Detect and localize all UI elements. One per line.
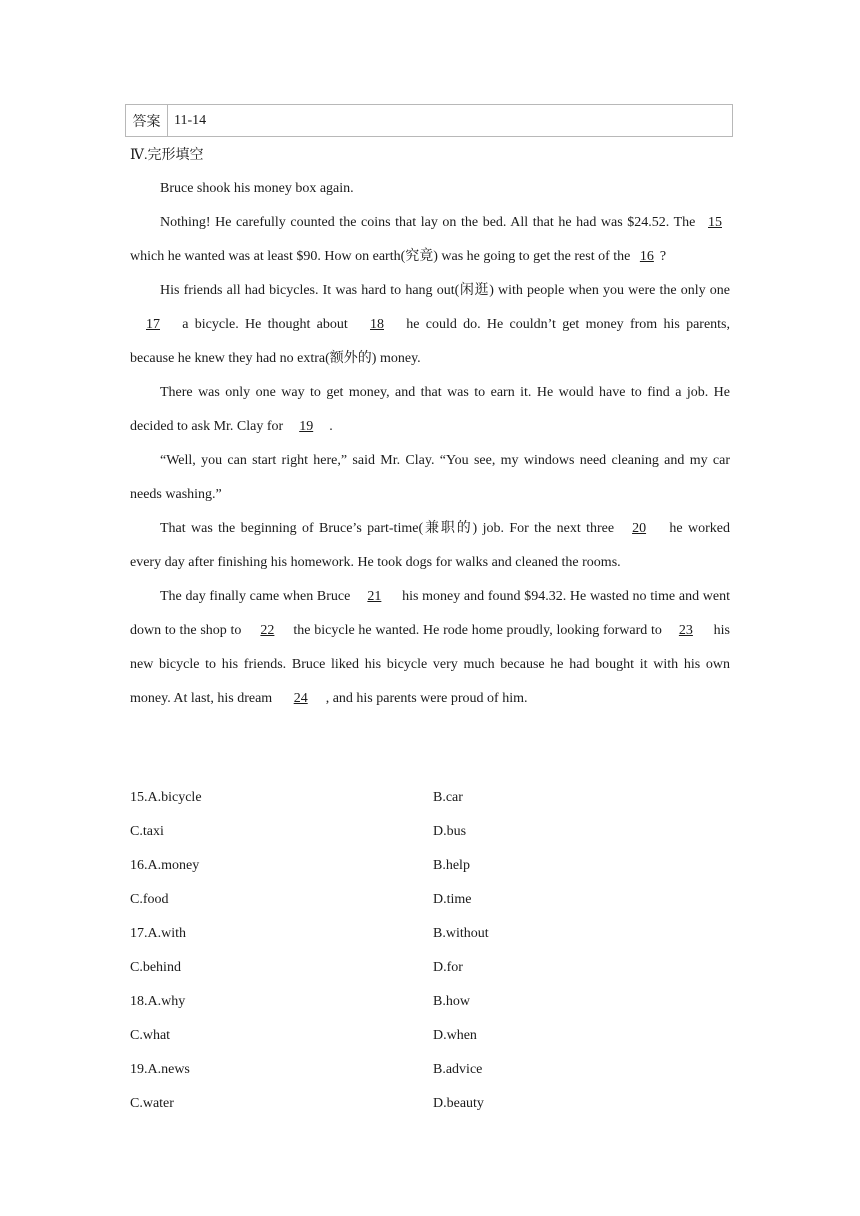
- option-row: [130, 781, 730, 815]
- paragraph-text: he could do. He couldn’t get money from his parents, because he knew they had no extra(额外的) money.: [130, 317, 730, 366]
- option-choice: D.time: [433, 892, 472, 907]
- option-row: [130, 1019, 730, 1053]
- paragraph-text: , and his parents were proud of him.: [325, 691, 528, 706]
- paragraph-text: That was the beginning of Bruce’s part-time(兼职的) job. For the next three: [160, 521, 615, 536]
- paragraph-text: a bicycle. He thought about: [176, 317, 354, 332]
- paragraph-text: .: [329, 419, 333, 434]
- option-choice: 18.A.why: [130, 994, 186, 1009]
- paragraph-text: His friends all had bicycles. It was hard to hang out(闲逛) with people when you were the only one: [160, 283, 730, 298]
- paragraph-text: he worked every day after finishing his homework. He took dogs for walks and cleaned the rooms.: [130, 521, 730, 570]
- option-row: [130, 1087, 730, 1121]
- answer-options: [130, 781, 730, 1121]
- answer-box: [125, 104, 733, 137]
- option-choice: B.advice: [433, 1062, 483, 1077]
- option-choice: D.bus: [433, 824, 467, 839]
- blank-17: 17: [146, 317, 160, 332]
- blank-18: 18: [370, 317, 384, 332]
- blank-22: 22: [260, 623, 275, 638]
- option-choice: 16.A.money: [130, 858, 200, 873]
- paragraph-3: [130, 274, 730, 376]
- blank-19: 19: [299, 419, 314, 434]
- option-row: [130, 951, 730, 985]
- paragraph-4: [130, 376, 730, 444]
- section-title: Ⅳ.完形填空: [130, 148, 204, 163]
- paragraph-7: [130, 580, 730, 716]
- blank-16: 16: [639, 249, 654, 264]
- blank-21: 21: [367, 589, 382, 604]
- option-choice: B.help: [433, 858, 470, 873]
- option-choice: B.how: [433, 994, 470, 1009]
- cloze-passage: [130, 172, 730, 716]
- option-choice: D.for: [433, 960, 463, 975]
- option-row: [130, 917, 730, 951]
- option-row: [130, 883, 730, 917]
- paragraph-text: There was only one way to get money, and that was to earn it. He would have to find a job. He decided to ask Mr. Clay for: [130, 385, 730, 434]
- paragraph-1: Bruce shook his money box again.: [160, 181, 354, 196]
- option-choice: D.when: [433, 1028, 477, 1043]
- option-row: [130, 1053, 730, 1087]
- answer-label: 答案: [126, 105, 168, 136]
- paragraph-text: the bicycle he wanted. He rode home proudly, looking forward to: [293, 623, 662, 638]
- option-row: [130, 815, 730, 849]
- paragraph-6: [130, 512, 730, 580]
- option-choice: C.food: [130, 892, 169, 907]
- option-choice: C.taxi: [130, 824, 164, 839]
- blank-15: 15: [708, 215, 722, 230]
- blank-24: 24: [293, 691, 308, 706]
- option-choice: D.beauty: [433, 1096, 484, 1111]
- paragraph-5: “Well, you can start right here,” said Mr. Clay. “You see, my windows need cleaning and my car needs washing.”: [130, 453, 730, 502]
- option-choice: 17.A.with: [130, 926, 186, 941]
- option-choice: 19.A.news: [130, 1062, 190, 1077]
- paragraph-text: which he wanted was at least $90. How on earth(究竟) was he going to get the rest of the: [130, 249, 634, 264]
- option-choice: C.water: [130, 1096, 174, 1111]
- option-row: [130, 985, 730, 1019]
- option-choice: B.car: [433, 790, 463, 805]
- paragraph-text: ?: [659, 249, 667, 264]
- paragraph-text: Nothing! He carefully counted the coins that lay on the bed. All that he had was $24.52. The: [160, 215, 700, 230]
- option-choice: C.what: [130, 1028, 171, 1043]
- paragraph-text: his money and found $94.32. He wasted no time and went down to the shop to: [130, 589, 730, 638]
- blank-20: 20: [632, 521, 647, 536]
- option-choice: 15.A.bicycle: [130, 790, 202, 805]
- answer-value: 11-14: [174, 112, 207, 128]
- option-choice: B.without: [433, 926, 489, 941]
- blank-23: 23: [678, 623, 693, 638]
- paragraph-2: [130, 206, 730, 274]
- paragraph-text: The day finally came when Bruce: [160, 589, 351, 604]
- option-choice: C.behind: [130, 960, 181, 975]
- paragraph-text: his new bicycle to his friends. Bruce liked his bicycle very much because he had bought it with his own money. At last, his dream: [130, 623, 730, 706]
- option-row: [130, 849, 730, 883]
